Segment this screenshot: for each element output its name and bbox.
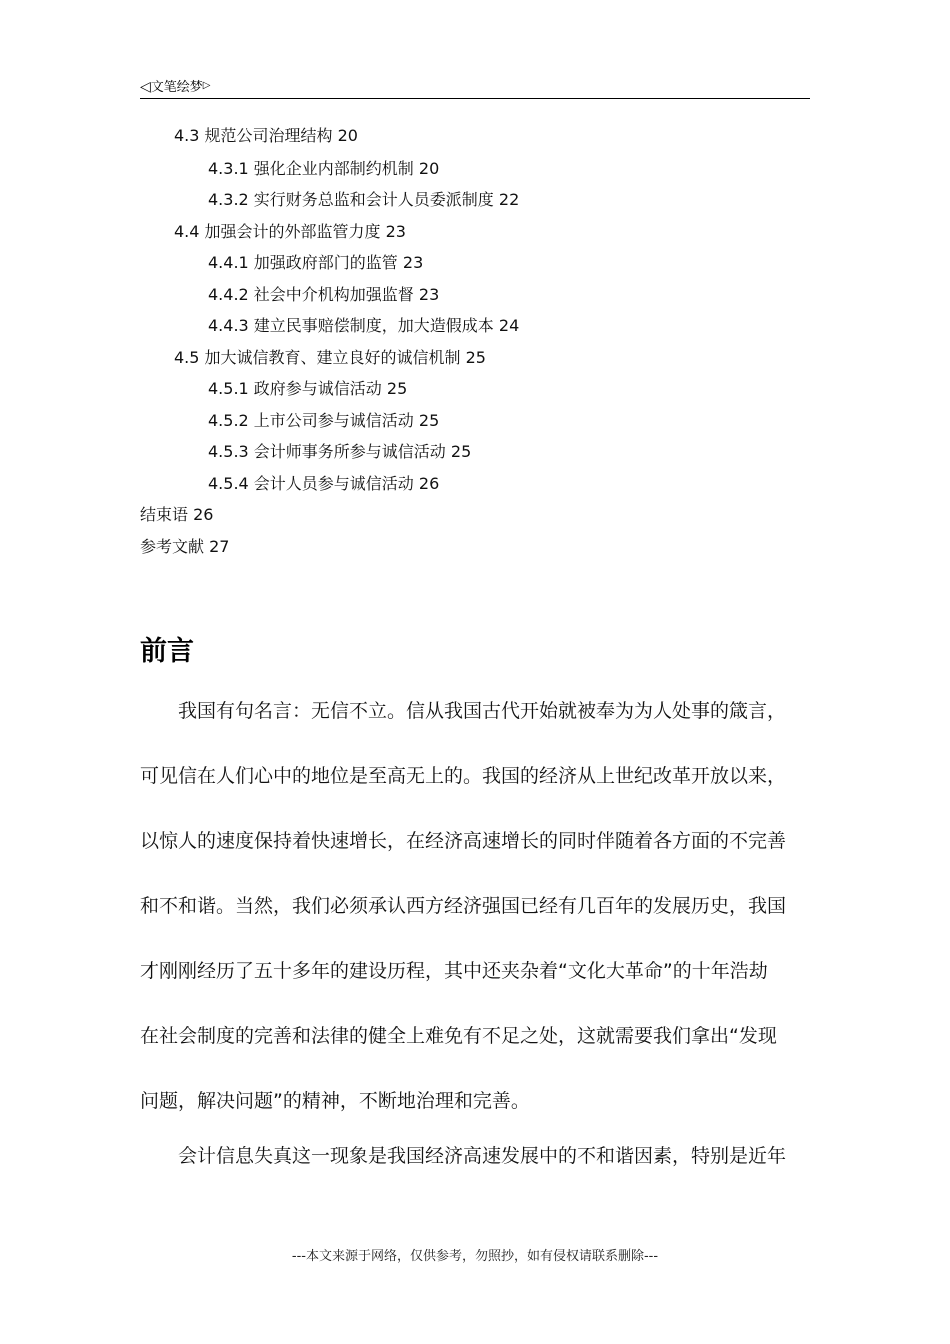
paragraph-line: 和不和谐。当然，我们必须承认西方经济强国已经有几百年的发展历史，我国: [140, 895, 787, 917]
paragraph-line: 才刚刚经历了五十多年的建设历程，其中还夹杂着“文化大革命”的十年浩劫: [140, 960, 768, 982]
left-triangle-icon: ◁: [140, 79, 151, 95]
toc-entry: 4.5 加大诚信教育、建立良好的诚信机制 25: [174, 348, 486, 367]
right-triangle-icon: ▷: [202, 80, 211, 91]
page-header: [140, 74, 810, 99]
toc-entry: 4.5.2 上市公司参与诚信活动 25: [208, 411, 440, 430]
toc-entry: 4.3 规范公司治理结构 20: [174, 126, 358, 145]
paragraph-line: 问题，解决问题”的精神，不断地治理和完善。: [140, 1090, 530, 1112]
header-brand: [140, 76, 211, 95]
paragraph-line: 我国有句名言：无信不立。信从我国古代开始就被奉为为人处事的箴言，: [178, 700, 787, 722]
toc-entry: 结束语 26: [140, 505, 214, 524]
paragraph-line: 在社会制度的完善和法律的健全上难免有不足之处，这就需要我们拿出“发现: [140, 1025, 777, 1047]
paragraph-line: 会计信息失真这一现象是我国经济高速发展中的不和谐因素，特别是近年: [178, 1145, 787, 1167]
section-title: 前言: [140, 636, 194, 667]
header-brand-text: 文笔绘梦: [150, 80, 203, 95]
toc-entry: 4.4.3 建立民事赔偿制度，加大造假成本 24: [208, 316, 520, 335]
toc-entry: 4.4.2 社会中介机构加强监督 23: [208, 285, 440, 304]
toc-entry: 4.5.1 政府参与诚信活动 25: [208, 379, 408, 398]
toc-entry: 4.3.2 实行财务总监和会计人员委派制度 22: [208, 190, 520, 209]
paragraph-line: 以惊人的速度保持着快速增长，在经济高速增长的同时伴随着各方面的不完善: [140, 830, 787, 852]
toc-entry: 4.4 加强会计的外部监管力度 23: [174, 222, 406, 241]
toc-entry: 4.5.3 会计师事务所参与诚信活动 25: [208, 442, 472, 461]
toc-entry: 4.3.1 强化企业内部制约机制 20: [208, 159, 440, 178]
toc-entry: 参考文献 27: [140, 537, 230, 556]
toc-entry: 4.5.4 会计人员参与诚信活动 26: [208, 474, 440, 493]
toc-entry: 4.4.1 加强政府部门的监管 23: [208, 253, 424, 272]
paragraph-line: 可见信在人们心中的地位是至高无上的。我国的经济从上世纪改革开放以来，: [140, 765, 787, 787]
page-footer-disclaimer: ---本文来源于网络，仅供参考，勿照抄，如有侵权请联系删除---: [291, 1249, 659, 1264]
